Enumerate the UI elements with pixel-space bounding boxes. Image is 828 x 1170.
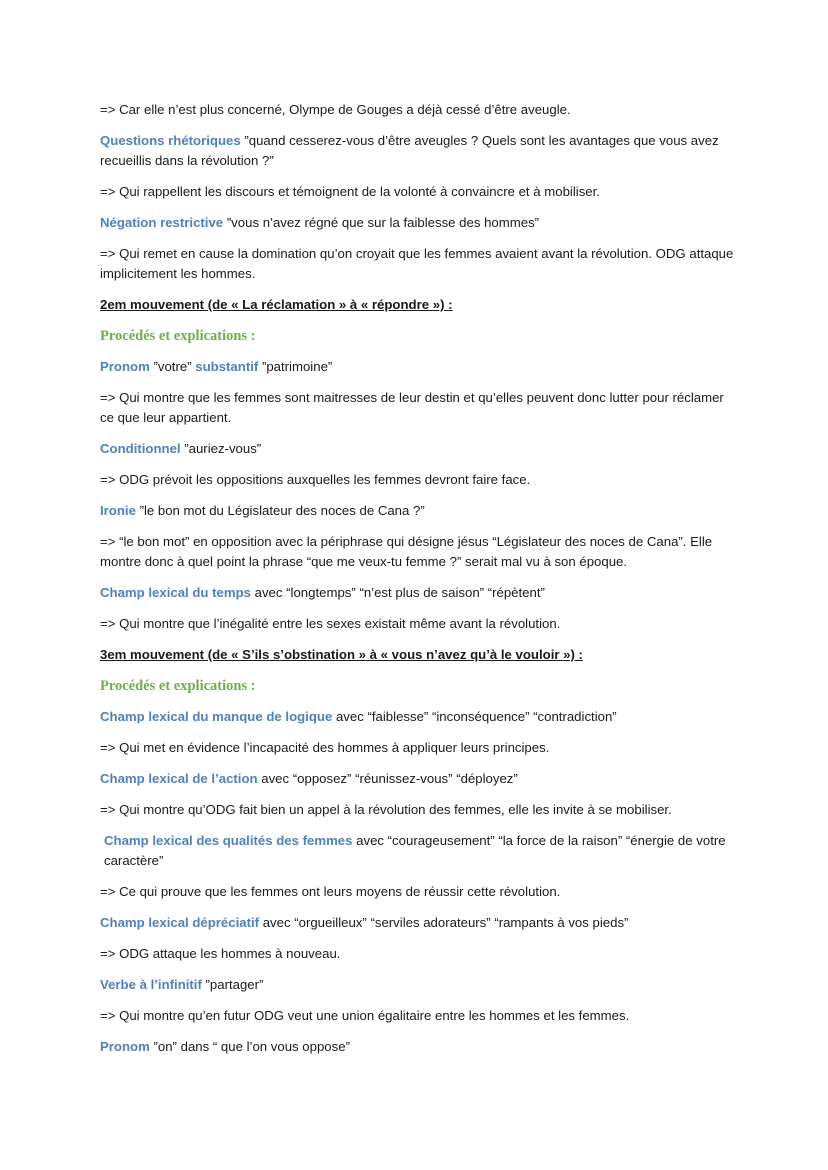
literary-device-label: Champ lexical de l’action bbox=[100, 771, 258, 786]
section-heading: 2em mouvement (de « La réclamation » à « répondre ») : bbox=[100, 297, 453, 312]
quote-text: avec “courageusement” “la force de la raison” “énergie de votre caractère” bbox=[104, 833, 726, 868]
quote-text: avec “opposez” “réunissez-vous” “déployez” bbox=[257, 771, 518, 786]
device-paragraph bbox=[100, 975, 740, 995]
device-paragraph bbox=[100, 583, 740, 603]
quote-text: ”vous n’avez régné que sur la faiblesse des hommes” bbox=[223, 215, 540, 230]
device-paragraph bbox=[100, 769, 740, 789]
quote-text: ”auriez-vous” bbox=[180, 441, 262, 456]
explanation-paragraph: => Ce qui prouve que les femmes ont leurs moyens de réussir cette révolution. bbox=[100, 884, 561, 899]
quote-text: avec “faiblesse” “inconséquence” “contradiction” bbox=[332, 709, 617, 724]
document-body bbox=[100, 100, 740, 1068]
device-paragraph bbox=[100, 213, 740, 233]
explanation-paragraph: => Qui montre que les femmes sont maitresses de leur destin et qu’elles peuvent donc lutter pour réclamer ce que leur appartient. bbox=[100, 390, 724, 425]
quote-text: ”le bon mot du Législateur des noces de Cana ?” bbox=[135, 503, 425, 518]
quote-text: ”partager” bbox=[201, 977, 264, 992]
explanation-paragraph: => Qui montre que l’inégalité entre les sexes existait même avant la révolution. bbox=[100, 616, 561, 631]
literary-device-label: Champ lexical du manque de logique bbox=[100, 709, 333, 724]
literary-device-label: Pronom bbox=[100, 1039, 150, 1054]
device-paragraph bbox=[100, 1037, 740, 1057]
literary-device-label: Champ lexical dépréciatif bbox=[100, 915, 260, 930]
explanation-paragraph: => “le bon mot” en opposition avec la périphrase qui désigne jésus “Législateur des noces de Cana”. Elle montre donc à quel point la phrase “que me veux-tu femme ?” serait mal vu à son époque. bbox=[100, 534, 713, 569]
explanation-paragraph: => Qui montre qu’ODG fait bien un appel à la révolution des femmes, elle les invite à se mobiliser. bbox=[100, 802, 672, 817]
device-paragraph bbox=[100, 357, 740, 377]
subsection-title: Procédés et explications : bbox=[100, 678, 256, 694]
literary-device-label: Champ lexical des qualités des femmes bbox=[104, 833, 353, 848]
device-paragraph bbox=[100, 707, 740, 727]
explanation-paragraph: => Qui rappellent les discours et témoignent de la volonté à convaincre et à mobiliser. bbox=[100, 184, 600, 199]
literary-device-label: Conditionnel bbox=[100, 441, 181, 456]
explanation-paragraph: => Qui remet en cause la domination qu’on croyait que les femmes avaient avant la révolution. ODG attaque implicitement les hommes. bbox=[100, 246, 734, 281]
literary-device-label: Questions rhétoriques bbox=[100, 133, 241, 148]
subsection-title: Procédés et explications : bbox=[100, 328, 256, 344]
device-paragraph bbox=[100, 131, 740, 171]
literary-device-label: Verbe à l’infinitif bbox=[100, 977, 202, 992]
explanation-paragraph: => ODG attaque les hommes à nouveau. bbox=[100, 946, 341, 961]
literary-device-label: Ironie bbox=[100, 503, 136, 518]
quote-text: avec “orgueilleux” “serviles adorateurs” “rampants à vos pieds” bbox=[259, 915, 629, 930]
device-paragraph bbox=[100, 439, 740, 459]
section-heading: 3em mouvement (de « S’ils s’obstination » à « vous n’avez qu’à le vouloir ») : bbox=[100, 647, 583, 662]
device-paragraph bbox=[100, 913, 740, 933]
literary-device-label: Négation restrictive bbox=[100, 215, 224, 230]
quote-text: ”votre” bbox=[149, 359, 196, 374]
device-paragraph bbox=[100, 501, 740, 521]
explanation-paragraph: => Car elle n’est plus concerné, Olympe de Gouges a déjà cessé d’être aveugle. bbox=[100, 102, 571, 117]
quote-text: ”on” dans “ que l’on vous oppose” bbox=[149, 1039, 350, 1054]
literary-device-label: Pronom bbox=[100, 359, 150, 374]
literary-device-label: substantif bbox=[195, 359, 259, 374]
explanation-paragraph: => Qui met en évidence l’incapacité des hommes à appliquer leurs principes. bbox=[100, 740, 550, 755]
device-paragraph bbox=[100, 831, 740, 871]
literary-device-label: Champ lexical du temps bbox=[100, 585, 251, 600]
quote-text: ”quand cesserez-vous d’être aveugles ? Quels sont les avantages que vous avez recueillis dans la révolution ?” bbox=[100, 133, 719, 168]
quote-text: ”patrimoine” bbox=[258, 359, 333, 374]
quote-text: avec “longtemps” “n’est plus de saison” “répètent” bbox=[250, 585, 545, 600]
explanation-paragraph: => ODG prévoit les oppositions auxquelles les femmes devront faire face. bbox=[100, 472, 531, 487]
explanation-paragraph: => Qui montre qu’en futur ODG veut une union égalitaire entre les hommes et les femmes. bbox=[100, 1008, 630, 1023]
